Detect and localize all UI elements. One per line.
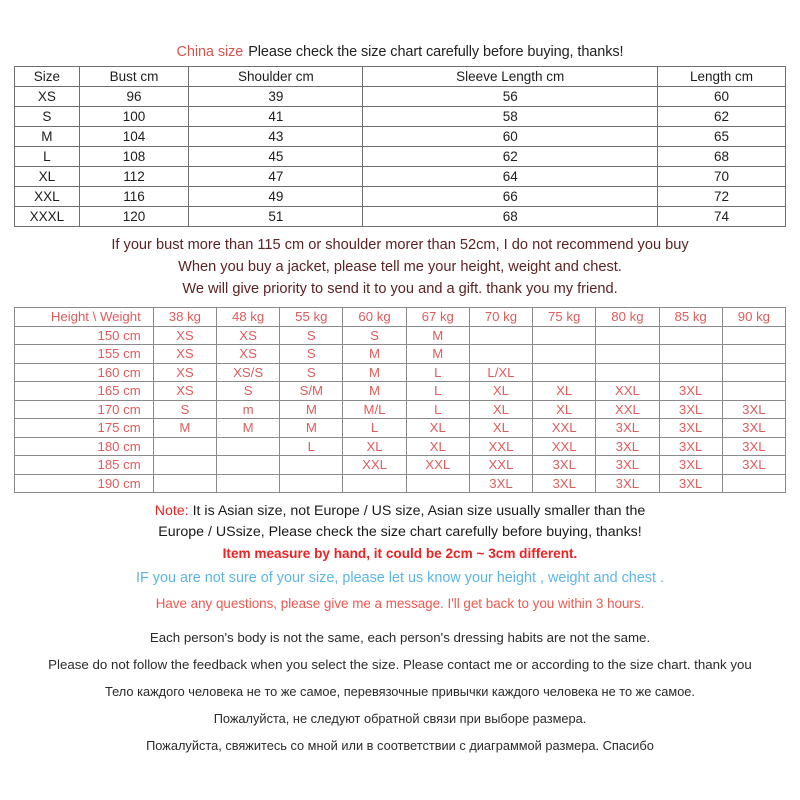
weight-header-80: 80 kg — [596, 308, 659, 327]
size-cell — [722, 326, 785, 345]
size-cell: 3XL — [722, 456, 785, 475]
cell-length: 70 — [657, 167, 785, 187]
size-cell: XXL — [533, 437, 596, 456]
size-cell: 3XL — [533, 456, 596, 475]
table-row — [15, 400, 786, 419]
size-table-body — [15, 67, 786, 227]
size-cell: S — [216, 382, 279, 401]
weight-header-67: 67 kg — [406, 308, 469, 327]
tail-note-line: Please do not follow the feedback when you select the size. Please contact me or according to the size chart. thank you — [48, 657, 752, 672]
weight-header-55: 55 kg — [280, 308, 343, 327]
table-row — [15, 147, 786, 167]
size-cell — [280, 474, 343, 493]
cell-length: 72 — [657, 187, 785, 207]
cell-bust: 120 — [79, 207, 188, 227]
cell-bust: 116 — [79, 187, 188, 207]
col-header-shoulder: Shoulder cm — [189, 67, 363, 87]
cell-sleeve: 60 — [363, 127, 658, 147]
cell-sleeve: 64 — [363, 167, 658, 187]
table-row — [15, 167, 786, 187]
size-cell: XL — [533, 400, 596, 419]
size-cell: L — [280, 437, 343, 456]
size-cell: M — [406, 326, 469, 345]
cell-shoulder: 51 — [189, 207, 363, 227]
size-cell — [280, 456, 343, 475]
size-cell — [659, 345, 722, 364]
table-row — [15, 326, 786, 345]
size-cell: M — [343, 345, 406, 364]
size-cell: XXL — [469, 437, 532, 456]
weight-header-70: 70 kg — [469, 308, 532, 327]
cell-size: S — [15, 107, 80, 127]
size-cell: XXL — [406, 456, 469, 475]
size-cell — [659, 363, 722, 382]
row-header-height: 150 cm — [15, 326, 154, 345]
cell-length: 65 — [657, 127, 785, 147]
table-row — [15, 207, 786, 227]
cell-sleeve: 66 — [363, 187, 658, 207]
size-cell: XL — [406, 437, 469, 456]
china-size-label: China size — [176, 44, 244, 60]
col-header-size: Size — [15, 67, 80, 87]
size-cell — [216, 474, 279, 493]
mid-note-line: We will give priority to send it to you and a gift. thank you my friend. — [182, 281, 618, 297]
size-cell — [722, 345, 785, 364]
size-cell: L/XL — [469, 363, 532, 382]
mid-note-line: When you buy a jacket, please tell me your height, weight and chest. — [178, 259, 622, 275]
table-row — [15, 419, 786, 438]
size-cell — [596, 363, 659, 382]
row-header-height: 185 cm — [15, 456, 154, 475]
size-cell: XS/S — [216, 363, 279, 382]
size-cell: 3XL — [659, 437, 722, 456]
weight-header-60: 60 kg — [343, 308, 406, 327]
size-cell: S — [343, 326, 406, 345]
mid-note-line: If your bust more than 115 cm or shoulder morer than 52cm, I do not recommend you buy — [111, 237, 689, 253]
height-weight-table-body — [15, 308, 786, 493]
size-cell: 3XL — [722, 437, 785, 456]
cell-shoulder: 39 — [189, 87, 363, 107]
size-cell: m — [216, 400, 279, 419]
size-cell: XXL — [596, 382, 659, 401]
size-cell: S — [280, 326, 343, 345]
cell-size: M — [15, 127, 80, 147]
size-cell: M — [280, 400, 343, 419]
size-cell: 3XL — [596, 456, 659, 475]
weight-header-85: 85 kg — [659, 308, 722, 327]
size-cell — [216, 456, 279, 475]
cell-size: XXXL — [15, 207, 80, 227]
note-label: Note: — [154, 503, 189, 519]
cell-shoulder: 43 — [189, 127, 363, 147]
table-row — [15, 437, 786, 456]
size-cell — [153, 474, 216, 493]
size-cell — [722, 474, 785, 493]
cell-bust: 108 — [79, 147, 188, 167]
size-cell: L — [406, 363, 469, 382]
size-cell: M — [153, 419, 216, 438]
row-header-height: 165 cm — [15, 382, 154, 401]
tail-note-line-ru: Пожалуйста, свяжитесь со мной или в соответствии с диаграммой размера. Спасибо — [146, 738, 654, 753]
size-cell: M — [216, 419, 279, 438]
tail-note-line: Each person's body is not the same, each person's dressing habits are not the same. — [149, 630, 651, 645]
size-cell: XS — [153, 382, 216, 401]
cell-bust: 96 — [79, 87, 188, 107]
note-line-1 — [14, 501, 786, 522]
note-text: It is Asian size, not Europe / US size, Asian size usually smaller than the — [188, 503, 646, 519]
cell-size: XXL — [15, 187, 80, 207]
size-cell: XL — [469, 382, 532, 401]
size-chart-table — [14, 66, 786, 227]
size-cell: S/M — [280, 382, 343, 401]
size-cell: XXL — [533, 419, 596, 438]
cell-sleeve: 58 — [363, 107, 658, 127]
weight-header-38: 38 kg — [153, 308, 216, 327]
size-cell: M — [343, 382, 406, 401]
row-header-height: 190 cm — [15, 474, 154, 493]
size-cell: XS — [153, 363, 216, 382]
col-header-bust: Bust cm — [79, 67, 188, 87]
table-row — [15, 474, 786, 493]
size-cell: M — [406, 345, 469, 364]
size-cell: 3XL — [659, 400, 722, 419]
size-cell — [533, 363, 596, 382]
size-cell — [406, 474, 469, 493]
size-cell: 3XL — [659, 474, 722, 493]
tail-notes-block — [14, 614, 786, 759]
size-cell: XXL — [343, 456, 406, 475]
row-header-height: 180 cm — [15, 437, 154, 456]
cell-bust: 100 — [79, 107, 188, 127]
size-cell: XL — [533, 382, 596, 401]
size-cell: XL — [469, 400, 532, 419]
cell-length: 60 — [657, 87, 785, 107]
col-header-length: Length cm — [657, 67, 785, 87]
table-row — [15, 363, 786, 382]
size-cell — [343, 474, 406, 493]
size-cell — [722, 363, 785, 382]
size-cell — [153, 456, 216, 475]
size-cell — [533, 326, 596, 345]
size-cell: XS — [153, 345, 216, 364]
cell-size: XL — [15, 167, 80, 187]
size-cell: XXL — [596, 400, 659, 419]
tail-note-line-ru: Тело каждого человека не то же самое, перевязочные привычки каждого человека не то же самое. — [105, 684, 695, 699]
size-cell — [216, 437, 279, 456]
size-cell: M — [343, 363, 406, 382]
cell-shoulder: 47 — [189, 167, 363, 187]
tail-note-line-ru: Пожалуйста, не следуют обратной связи при выборе размера. — [213, 711, 587, 726]
size-cell — [533, 345, 596, 364]
questions-note: Have any questions, please give me a message. I'll get back to you within 3 hours. — [155, 596, 645, 611]
size-cell — [659, 326, 722, 345]
lower-notes-block — [14, 493, 786, 614]
cell-shoulder: 41 — [189, 107, 363, 127]
size-cell: XXL — [469, 456, 532, 475]
table-row — [15, 382, 786, 401]
size-cell: XL — [469, 419, 532, 438]
cell-sleeve: 68 — [363, 207, 658, 227]
size-cell: 3XL — [659, 419, 722, 438]
size-cell: M — [280, 419, 343, 438]
cell-size: XS — [15, 87, 80, 107]
size-cell: 3XL — [533, 474, 596, 493]
table-row — [15, 456, 786, 475]
size-cell: S — [280, 345, 343, 364]
size-cell: 3XL — [722, 419, 785, 438]
weight-header-75: 75 kg — [533, 308, 596, 327]
size-cell: 3XL — [596, 419, 659, 438]
size-cell — [596, 326, 659, 345]
unsure-size-note: IF you are not sure of your size, please let us know your height , weight and chest . — [136, 570, 664, 586]
size-cell — [722, 382, 785, 401]
size-cell: 3XL — [596, 474, 659, 493]
measure-note: Item measure by hand, it could be 2cm ~ 3cm different. — [222, 546, 578, 561]
corner-header: Height \ Weight — [15, 308, 154, 327]
weight-header-48: 48 kg — [216, 308, 279, 327]
size-cell: XS — [153, 326, 216, 345]
size-cell: 3XL — [469, 474, 532, 493]
size-cell: 3XL — [722, 400, 785, 419]
size-cell: S — [280, 363, 343, 382]
size-cell: XS — [216, 326, 279, 345]
size-cell: 3XL — [596, 437, 659, 456]
title-subtext: Please check the size chart carefully before buying, thanks! — [248, 44, 624, 60]
table-row — [15, 127, 786, 147]
col-header-sleeve: Sleeve Length cm — [363, 67, 658, 87]
size-cell: XS — [216, 345, 279, 364]
size-cell: 3XL — [659, 456, 722, 475]
size-cell — [469, 326, 532, 345]
cell-length: 62 — [657, 107, 785, 127]
table-row — [15, 187, 786, 207]
size-cell: 3XL — [659, 382, 722, 401]
row-header-height: 155 cm — [15, 345, 154, 364]
size-cell — [469, 345, 532, 364]
cell-shoulder: 45 — [189, 147, 363, 167]
table-header-row — [15, 308, 786, 327]
cell-sleeve: 56 — [363, 87, 658, 107]
cell-length: 74 — [657, 207, 785, 227]
row-header-height: 175 cm — [15, 419, 154, 438]
table-header-row — [15, 67, 786, 87]
size-cell: XL — [406, 419, 469, 438]
table-row — [15, 87, 786, 107]
row-header-height: 170 cm — [15, 400, 154, 419]
table-row — [15, 107, 786, 127]
page-title — [14, 0, 786, 66]
size-cell — [153, 437, 216, 456]
size-cell: L — [343, 419, 406, 438]
row-header-height: 160 cm — [15, 363, 154, 382]
cell-bust: 112 — [79, 167, 188, 187]
note-line-2: Europe / USsize, Please check the size chart carefully before buying, thanks! — [158, 524, 642, 540]
table-row — [15, 345, 786, 364]
size-cell — [596, 345, 659, 364]
cell-sleeve: 62 — [363, 147, 658, 167]
size-cell: S — [153, 400, 216, 419]
mid-notes-block — [14, 227, 786, 300]
weight-header-90: 90 kg — [722, 308, 785, 327]
size-cell: L — [406, 382, 469, 401]
height-weight-table — [14, 307, 786, 493]
cell-size: L — [15, 147, 80, 167]
size-cell: XL — [343, 437, 406, 456]
cell-shoulder: 49 — [189, 187, 363, 207]
size-cell: M/L — [343, 400, 406, 419]
size-cell: L — [406, 400, 469, 419]
cell-bust: 104 — [79, 127, 188, 147]
cell-length: 68 — [657, 147, 785, 167]
